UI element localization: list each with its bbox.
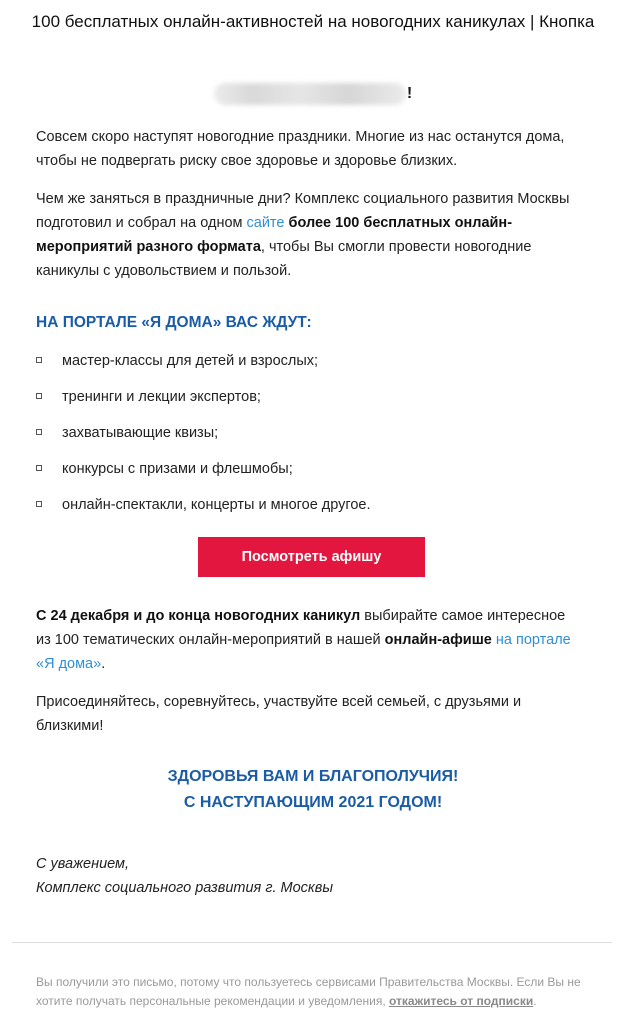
footer-text: Вы получили это письмо, потому что пользуетесь сервисами Правительства Москвы. Если Вы не хотите получать персональные рекомендации и уведомления, <box>36 975 581 1008</box>
signature-line-1: С уважением, <box>36 856 130 872</box>
square-bullet-icon <box>36 465 42 471</box>
footer-divider <box>12 942 612 943</box>
online-poster-bold-text: онлайн-афише <box>384 632 492 648</box>
dates-bold-text: С 24 декабря и до конца новогодних каникул <box>36 608 361 624</box>
wish-line-2: С НАСТУПАЮЩИМ 2021 ГОДОМ! <box>183 794 443 811</box>
email-title: 100 бесплатных онлайн-активностей на новогодних каникулах | Кнопка <box>31 12 595 31</box>
signature-line-2: Комплекс социального развития г. Москвы <box>36 880 334 896</box>
join-paragraph: Присоединяйтесь, соревнуйтесь, участвуйте всей семьей, с друзьями и близкими! <box>36 694 522 734</box>
intro-paragraph: Совсем скоро наступят новогодние праздники. Многие из нас останутся дома, чтобы не подвергать риску свое здоровье и здоровье близких. <box>36 129 565 169</box>
footer-notice <box>36 973 596 1011</box>
view-poster-button[interactable]: Посмотреть афишу <box>198 537 425 577</box>
unsubscribe-link[interactable]: откажитесь от подписки <box>389 994 534 1008</box>
list-item-text: захватывающие квизы; <box>62 425 219 441</box>
offer-bold-text: более 100 бесплатных онлайн-мероприятий разного формата <box>36 215 513 255</box>
offer-paragraph <box>36 187 576 283</box>
greeting-line <box>0 82 626 106</box>
offer-text-1: Чем же заняться в праздничные дни? Комплекс социального развития Москвы подготовил и собрал на одном <box>36 191 570 231</box>
section-heading: НА ПОРТАЛЕ «Я ДОМА» ВАС ЖДУТ: <box>36 314 312 331</box>
list-item-text: конкурсы с призами и флешмобы; <box>62 461 293 477</box>
dates-text-1: выбирайте самое интересное из 100 тематических онлайн-мероприятий в нашей <box>36 608 566 648</box>
site-link[interactable]: сайте <box>246 215 285 231</box>
square-bullet-icon <box>36 393 42 399</box>
square-bullet-icon <box>36 501 42 507</box>
blurred-recipient-name <box>214 83 406 105</box>
dates-paragraph <box>36 604 576 676</box>
greeting-exclamation: ! <box>406 85 413 102</box>
list-item-text: онлайн-спектакли, концерты и многое другое. <box>62 497 371 513</box>
dates-text-3: . <box>101 656 106 672</box>
list-item-text: тренинги и лекции экспертов; <box>62 389 261 405</box>
list-item-text: мастер-классы для детей и взрослых; <box>62 353 319 369</box>
square-bullet-icon <box>36 429 42 435</box>
offer-text-3: , чтобы Вы смогли провести новогодние каникулы с удовольствием и пользой. <box>36 239 532 279</box>
footer-end: . <box>533 994 537 1008</box>
square-bullet-icon <box>36 357 42 363</box>
portal-link[interactable]: на портале «Я дома» <box>36 632 571 672</box>
wish-line-1: ЗДОРОВЬЯ ВАМ И БЛАГОПОЛУЧИЯ! <box>167 768 459 785</box>
